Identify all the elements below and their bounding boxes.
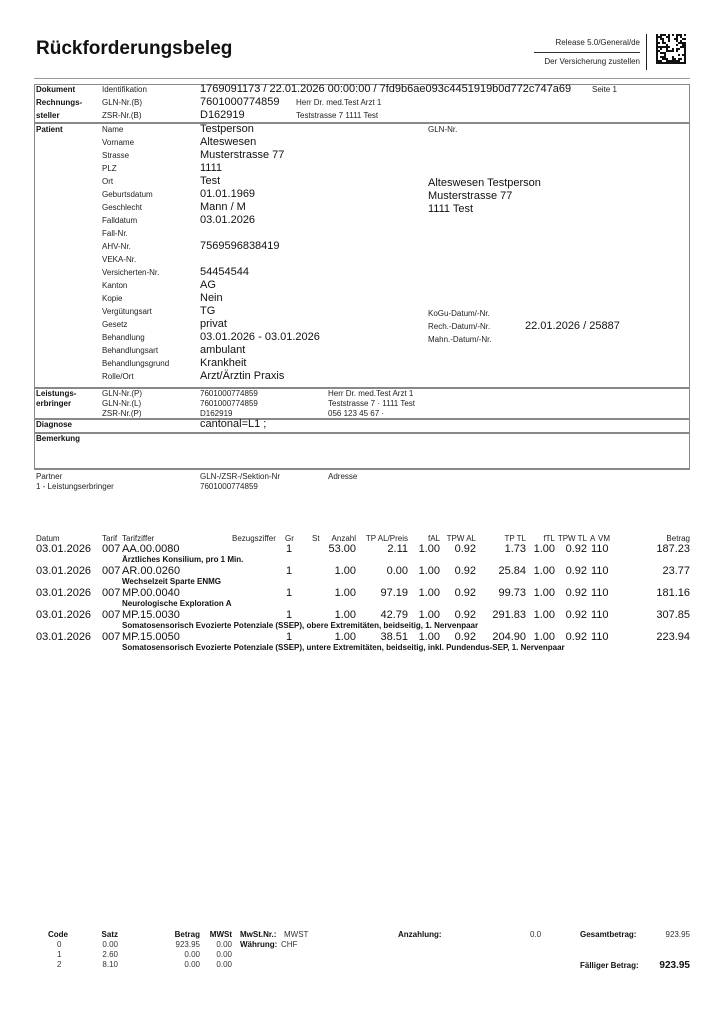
patient-address-line-2: Musterstrasse 77 [428,190,513,202]
row-fal: 1.00 [418,631,440,643]
provider-info: Teststrasse 7 · 1111 Test [328,399,416,408]
patient-field-label: Kopie [102,294,123,303]
provider-label: GLN-Nr.(P) [102,389,142,398]
gln-b-value: 7601000774859 [200,96,280,108]
datamatrix-code-icon [656,34,686,64]
row-avm: 110 [591,609,609,621]
patient-field-value: 03.01.2026 [200,214,256,226]
rech-label: Rech.-Datum/-Nr. [428,322,491,331]
row-tp-tl: 1.73 [504,543,526,555]
patient-field-label: Kanton [102,281,128,290]
patient-field-label: Vorname [102,138,135,147]
rech-value: 22.01.2026 / 25887 [525,320,620,332]
vat-header: MWSt [209,930,232,939]
row-tpw-al: 0.92 [454,565,476,577]
row-tpw-tl: 0.92 [565,631,587,643]
row-avm: 110 [591,565,609,577]
row-tp-al: 2.11 [387,543,408,555]
section-rechnungssteller-2: steller [36,111,60,120]
col-tp-tl: TP TL [504,534,526,543]
row-datum: 03.01.2026 [36,609,92,621]
patient-field-value: 03.01.2026 - 03.01.2026 [200,331,320,343]
row-tp-al: 0.00 [386,565,408,577]
section-leistungserbringer: Leistungs- [36,389,77,398]
patient-field-value: 01.01.1969 [200,188,256,200]
row-tp-al: 38.51 [380,631,408,643]
document-title: Rückforderungsbeleg [36,38,233,59]
patient-field-value: TG [200,305,216,317]
row-gr: 1 [286,587,293,599]
patient-field-value: Nein [200,292,223,304]
row-tpw-tl: 0.92 [565,565,587,577]
header-vertical-rule [646,34,647,70]
col-fal: fAL [427,534,440,543]
patient-address-line-3: 1111 Test [428,203,474,215]
patient-gln-label: GLN-Nr. [428,125,458,134]
id-label: Identifikation [102,85,147,94]
patient-field-value: Krankheit [200,357,247,369]
provider-info: 056 123 45 67 · [328,409,385,418]
partner-header: Partner [36,472,63,481]
row-avm: 110 [591,631,609,643]
patient-field-value: ambulant [200,344,246,356]
row-tarifziffer: AA.00.0080 [122,543,180,555]
mahn-label: Mahn.-Datum/-Nr. [428,335,492,344]
vat-header: Satz [101,930,118,939]
partner-name: 1 - Leistungserbringer [36,482,114,491]
section-patient: Patient [36,125,63,134]
col-tarifziffer: Tarifziffer [122,534,155,543]
vat-cell: 1 [57,950,62,959]
bemerkung-box [34,433,690,470]
row-fal: 1.00 [418,587,440,599]
gesamt-value: 923.95 [665,930,690,939]
patient-field-value: 7569596838419 [200,240,280,252]
patient-field-value: Arzt/Ärztin Praxis [200,370,285,382]
vat-cell: 0.00 [216,960,232,969]
anzahlung-value: 0.0 [530,930,542,939]
patient-field-label: Versicherten-Nr. [102,268,160,277]
top-rule [34,78,690,79]
row-anzahl: 1.00 [334,631,356,643]
row-avm: 110 [591,587,609,599]
row-ftl: 1.00 [533,631,555,643]
row-tpw-tl: 0.92 [565,609,587,621]
row-gr: 1 [286,543,293,555]
anzahlung-label: Anzahlung: [398,930,442,939]
patient-field-label: Fall-Nr. [102,229,128,238]
patient-field-label: Geburtsdatum [102,190,153,199]
currency-label: Währung: [240,940,278,949]
row-tarif: 007 [102,609,121,621]
row-tarif: 007 [102,587,121,599]
row-ftl: 1.00 [533,587,555,599]
row-betrag: 23.77 [662,565,690,577]
col-a: A [590,534,596,543]
provider-value: 7601000774859 [200,389,258,398]
section-rechnungssteller: Rechnungs- [36,98,83,107]
patient-field-value: Test [200,175,221,187]
row-gr: 1 [286,631,293,643]
row-ftl: 1.00 [533,543,555,555]
row-description: Ärztliches Konsilium, pro 1 Min. [122,555,244,564]
vat-header: Code [48,930,68,939]
patient-field-label: Falldatum [102,216,138,225]
col-tp-al: TP AL/Preis [365,534,408,543]
biller-address: Teststrasse 7 1111 Test [296,111,379,120]
vat-cell: 2.60 [102,950,118,959]
faellig-value: 923.95 [659,960,690,971]
gln-b-label: GLN-Nr.(B) [102,98,142,107]
row-betrag: 307.85 [656,609,690,621]
id-value: 1769091173 / 22.01.2026 00:00:00 / 7fd9b6ae093c4451919b0d772c747a69 [200,83,572,95]
row-description: Somatosensorisch Evozierte Potenziale (SSEP), untere Extremitäten, beidseitig, inkl. Pundendus-SEP, 1. Nervenpaar [122,643,565,652]
col-datum: Datum [36,534,60,543]
row-fal: 1.00 [418,565,440,577]
row-datum: 03.01.2026 [36,543,92,555]
patient-field-value: AG [200,279,216,291]
row-ftl: 1.00 [533,609,555,621]
col-vm: VM [598,534,610,543]
partner-address-header: Adresse [328,472,358,481]
patient-field-label: Rolle/Ort [102,372,134,381]
release-label: Release 5.0/General/de [555,38,640,47]
row-ftl: 1.00 [533,565,555,577]
row-tp-tl: 204.90 [492,631,526,643]
patient-field-value: privat [200,318,227,330]
row-tarif: 007 [102,565,121,577]
col-ftl: fTL [543,534,555,543]
patient-field-label: Name [102,125,124,134]
row-tpw-tl: 0.92 [565,543,587,555]
row-tp-tl: 99.73 [498,587,526,599]
row-tarifziffer: MP.00.0040 [122,587,180,599]
provider-value: D162919 [200,409,233,418]
vat-cell: 0 [57,940,62,949]
col-tpw-al: TPW AL [446,534,476,543]
patient-field-label: Strasse [102,151,130,160]
provider-info: Herr Dr. med.Test Arzt 1 [328,389,414,398]
patient-field-value: Testperson [200,123,254,135]
diagnose-value: cantonal=L1 ; [200,418,267,430]
row-betrag: 187.23 [656,543,690,555]
row-description: Neurologische Exploration A [122,599,232,608]
diagnose-box [34,419,690,433]
patient-field-label: Behandlung [102,333,145,342]
row-avm: 110 [591,543,609,555]
patient-field-label: AHV-Nr. [102,242,131,251]
row-description: Wechselzeit Sparte ENMG [122,577,221,586]
col-st: St [312,534,320,543]
row-fal: 1.00 [418,609,440,621]
row-tarifziffer: MP.15.0050 [122,631,180,643]
provider-label: ZSR-Nr.(P) [102,409,142,418]
row-tp-al: 97.19 [380,587,408,599]
row-tarif: 007 [102,631,121,643]
row-anzahl: 1.00 [334,565,356,577]
row-tpw-tl: 0.92 [565,587,587,599]
row-tp-tl: 25.84 [498,565,526,577]
zsr-b-label: ZSR-Nr.(B) [102,111,142,120]
patient-field-value: 1111 [200,162,223,174]
mwst-nr-label: MwSt.Nr.: [240,930,277,939]
patient-field-label: Behandlungsgrund [102,359,170,368]
row-tpw-al: 0.92 [454,609,476,621]
row-fal: 1.00 [418,543,440,555]
row-datum: 03.01.2026 [36,565,92,577]
row-gr: 1 [286,565,293,577]
kogu-label: KoGu-Datum/-Nr. [428,309,490,318]
vat-header: Betrag [174,930,200,939]
row-tp-al: 42.79 [380,609,408,621]
provider-value: 7601000774859 [200,399,258,408]
row-tarifziffer: AR.00.0260 [122,565,181,577]
row-tpw-al: 0.92 [454,631,476,643]
patient-field-label: PLZ [102,164,117,173]
header-divider [534,52,640,53]
row-anzahl: 53.00 [328,543,356,555]
patient-field-label: VEKA-Nr. [102,255,137,264]
vat-cell: 0.00 [102,940,118,949]
patient-field-value: 54454544 [200,266,249,278]
row-datum: 03.01.2026 [36,587,92,599]
section-dokument: Dokument [36,85,76,94]
vat-cell: 0.00 [216,950,232,959]
row-tpw-al: 0.92 [454,543,476,555]
currency-value: CHF [281,940,298,949]
patient-field-value: Musterstrasse 77 [200,149,285,161]
vat-cell: 0.00 [184,960,200,969]
vat-cell: 923.95 [175,940,200,949]
patient-field-value: Mann / M [200,201,246,213]
col-tpw-tl: TPW TL [557,534,587,543]
patient-field-label: Gesetz [102,320,128,329]
row-tarifziffer: MP.15.0030 [122,609,180,621]
col-bezugsziffer: Bezugsziffer [232,534,276,543]
row-tp-tl: 291.83 [492,609,526,621]
gesamt-label: Gesamtbetrag: [580,930,637,939]
vat-cell: 8.10 [102,960,118,969]
row-anzahl: 1.00 [334,609,356,621]
row-gr: 1 [286,609,293,621]
faellig-label: Fälliger Betrag: [580,961,639,970]
vat-cell: 0.00 [216,940,232,949]
patient-field-label: Vergütungsart [102,307,152,316]
page-number: Seite 1 [592,85,617,94]
vat-cell: 2 [57,960,62,969]
vat-cell: 0.00 [184,950,200,959]
section-leistungserbringer-2: erbringer [36,399,72,408]
patient-field-value: Alteswesen [200,136,257,148]
zsr-b-value: D162919 [200,109,245,121]
patient-field-label: Geschlecht [102,203,143,212]
patient-field-label: Ort [102,177,114,186]
row-anzahl: 1.00 [334,587,356,599]
col-gr: Gr [285,534,294,543]
patient-field-label: Behandlungsart [102,346,159,355]
patient-address-line-1: Alteswesen Testperson [428,177,541,189]
row-betrag: 181.16 [656,587,690,599]
mwst-nr-value: MWST [284,930,309,939]
col-tarif: Tarif [102,534,118,543]
delivery-note: Der Versicherung zustellen [544,57,640,66]
biller-name: Herr Dr. med.Test Arzt 1 [296,98,382,107]
bemerkung-label: Bemerkung [36,434,81,443]
col-anzahl: Anzahl [331,534,356,543]
col-betrag: Betrag [666,534,690,543]
diagnose-label: Diagnose [36,420,73,429]
row-tpw-al: 0.92 [454,587,476,599]
provider-label: GLN-Nr.(L) [102,399,142,408]
partner-gln-header: GLN-/ZSR-/Sektion-Nr [200,472,281,481]
row-betrag: 223.94 [656,631,690,643]
partner-gln: 7601000774859 [200,482,258,491]
row-datum: 03.01.2026 [36,631,92,643]
row-tarif: 007 [102,543,121,555]
row-description: Somatosensorisch Evozierte Potenziale (SSEP), obere Extremitäten, beidseitig, 1. Nervenpaar [122,621,479,630]
